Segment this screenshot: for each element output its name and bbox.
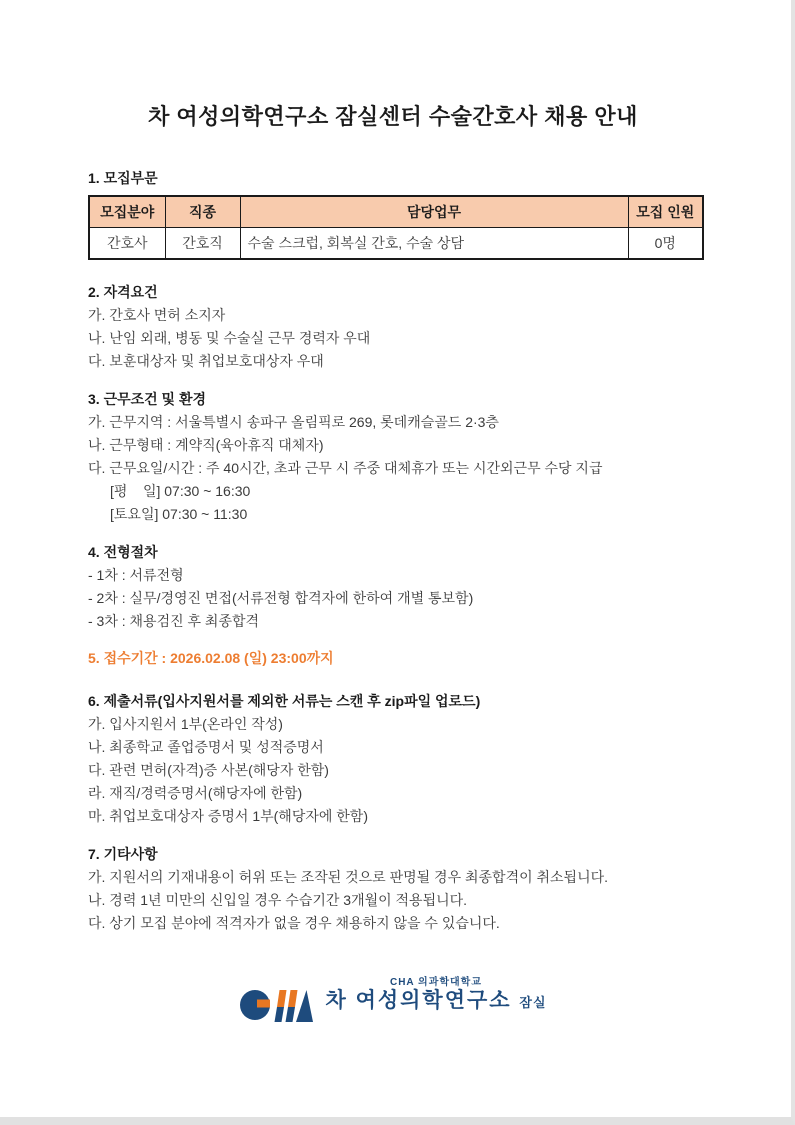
list-item: - 1차 : 서류전형 bbox=[88, 567, 184, 583]
section6-heading: 6. 제출서류(입사지원서를 제외한 서류는 스캔 후 zip파일 업로드) bbox=[88, 693, 481, 709]
list-item: 라. 재직/경력증명서(해당자에 한함) bbox=[88, 785, 303, 801]
schedule-line-weekday: [평 일] 07:30 ~ 16:30 bbox=[110, 483, 251, 499]
table-cell-field: 간호사 bbox=[89, 228, 165, 260]
section2-heading: 2. 자격요건 bbox=[88, 284, 158, 300]
table-header-jobtype: 직종 bbox=[165, 196, 240, 228]
list-item: 다. 보훈대상자 및 취업보호대상자 우대 bbox=[88, 353, 324, 369]
list-item: 가. 입사지원서 1부(온라인 작성) bbox=[88, 716, 283, 732]
list-item: 다. 근무요일/시간 : 주 40시간, 초과 근무 시 주중 대체휴가 또는 시간외근무 수당 지급 bbox=[88, 460, 603, 476]
section4-heading: 4. 전형절차 bbox=[88, 544, 158, 560]
list-item: 가. 지원서의 기재내용이 허위 또는 조작된 것으로 판명될 경우 최종합격이 취소됩니다. bbox=[88, 869, 609, 885]
table-cell-count: 0명 bbox=[628, 228, 703, 260]
table-header-row bbox=[89, 196, 703, 228]
cha-logo-icon bbox=[239, 983, 313, 1023]
list-item: 나. 난임 외래, 병동 및 수술실 근무 경력자 우대 bbox=[88, 330, 371, 346]
list-item: 나. 경력 1년 미만의 신입일 경우 수습기간 3개월이 적용됩니다. bbox=[88, 892, 468, 908]
footer-logo bbox=[88, 973, 698, 1023]
list-item: 다. 상기 모집 분야에 적격자가 없을 경우 채용하지 않을 수 있습니다. bbox=[88, 915, 500, 931]
list-item: 가. 근무지역 : 서울특별시 송파구 올림픽로 269, 롯데캐슬골드 2·3층 bbox=[88, 414, 499, 430]
list-item: - 2차 : 실무/경영진 면접(서류전형 합격자에 한하여 개별 통보함) bbox=[88, 590, 474, 606]
section7-heading: 7. 기타사항 bbox=[88, 846, 158, 862]
list-item: 마. 취업보호대상자 증명서 1부(해당자에 한함) bbox=[88, 808, 368, 824]
footer-logo-text bbox=[325, 973, 546, 1015]
logo-university-label: CHA 의과학대학교 bbox=[389, 977, 483, 988]
page-title: 차 여성의학연구소 잠실센터 수술간호사 채용 안내 bbox=[148, 104, 638, 129]
list-item: 나. 근무형태 : 계약직(육아휴직 대체자) bbox=[88, 437, 324, 453]
logo-institute-label bbox=[325, 989, 546, 1015]
table-header-count: 모집 인원 bbox=[628, 196, 703, 228]
table-header-duties: 담당업무 bbox=[240, 196, 628, 228]
section3-heading: 3. 근무조건 및 환경 bbox=[88, 391, 207, 407]
schedule-line-saturday: [토요일] 07:30 ~ 11:30 bbox=[110, 506, 248, 522]
table-row bbox=[89, 228, 703, 260]
table-cell-duties: 수술 스크럽, 회복실 간호, 수술 상담 bbox=[240, 228, 628, 260]
list-item: 다. 관련 면허(자격)증 사본(해당자 한함) bbox=[88, 762, 329, 778]
recruit-table bbox=[88, 195, 704, 260]
logo-branch-label: 잠실 bbox=[519, 995, 547, 1010]
logo-institute-name: 차 여성의학연구소 bbox=[325, 989, 512, 1012]
list-item: 가. 간호사 면허 소지자 bbox=[88, 307, 226, 323]
table-cell-jobtype: 간호직 bbox=[165, 228, 240, 260]
table-header-field: 모집분야 bbox=[89, 196, 165, 228]
section5-deadline-heading: 5. 접수기간 : 2026.02.08 (일) 23:00까지 bbox=[88, 650, 334, 666]
list-item: - 3차 : 채용검진 후 최종합격 bbox=[88, 613, 260, 629]
section1-heading: 1. 모집부문 bbox=[88, 170, 158, 186]
list-item: 나. 최종학교 졸업증명서 및 성적증명서 bbox=[88, 739, 324, 755]
document-content bbox=[0, 100, 791, 1023]
